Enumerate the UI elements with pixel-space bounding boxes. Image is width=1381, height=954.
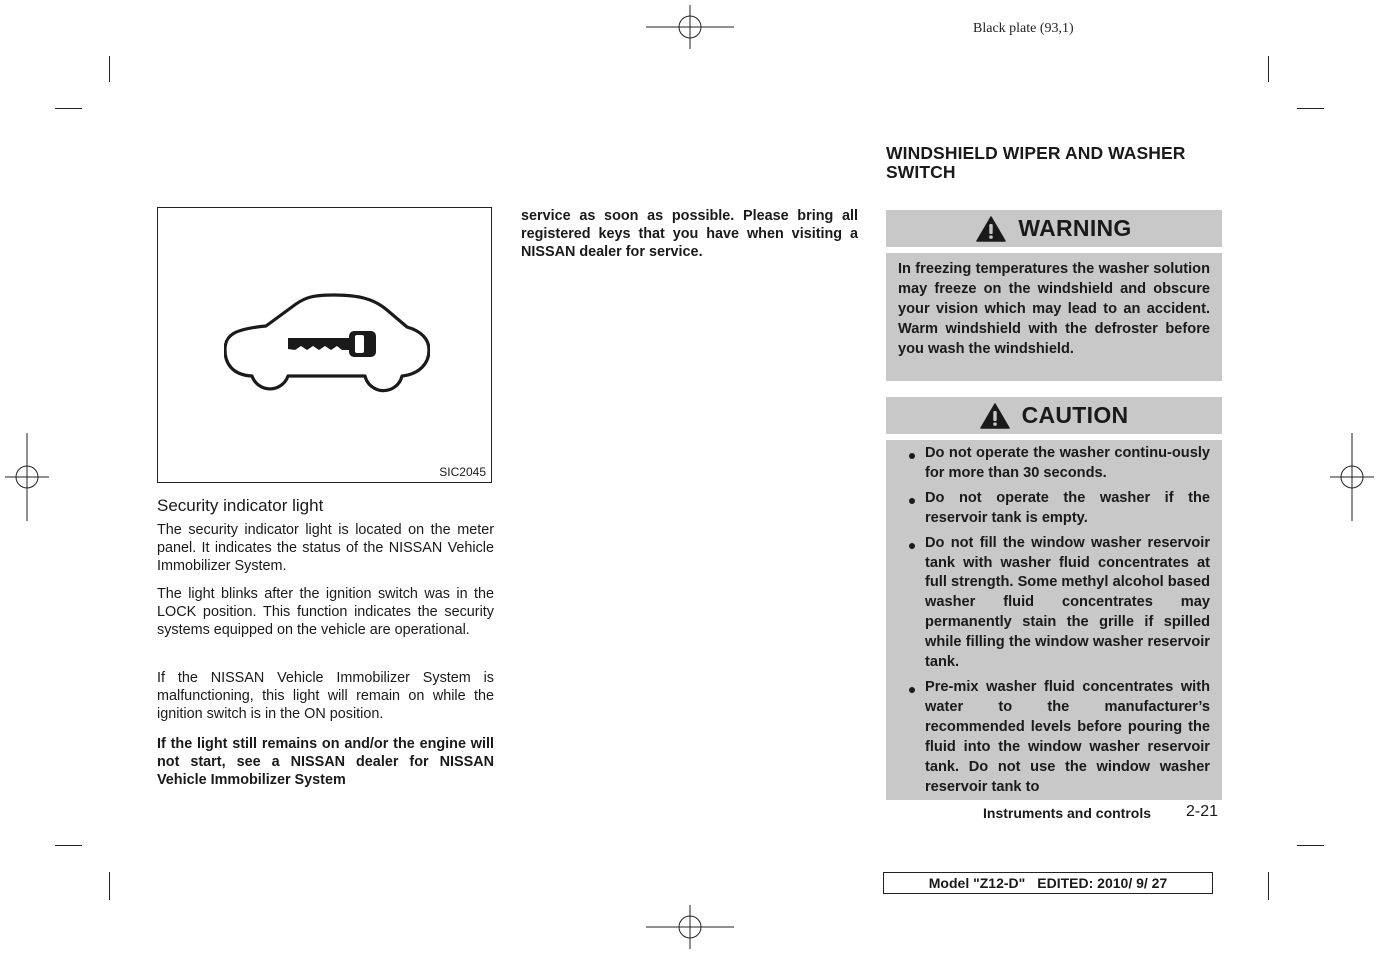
- registration-mark-left: [5, 433, 49, 521]
- page-number: 2-21: [1186, 803, 1219, 820]
- bold-paragraph-continued: service as soon as possible. Please bring all registered keys that you have when visiting a NISSAN dealer for service.: [521, 208, 858, 260]
- subheading-security-indicator: Security indicator light: [157, 496, 324, 515]
- edited-info: EDITED: 2010/ 9/ 27: [1037, 875, 1168, 891]
- paragraph: The light blinks after the ignition switch was in the LOCK position. This function indicates the security systems equipped on the vehicle are operational.: [157, 586, 494, 638]
- registration-mark-top: [646, 5, 734, 49]
- list-item: Do not operate the washer continu-ously for more than 30 seconds.: [898, 444, 1210, 484]
- bullet-icon: [909, 453, 915, 459]
- list-item: Do not operate the washer if the reservoir tank is empty.: [898, 489, 1210, 529]
- list-item: Do not fill the window washer reservoir tank with washer fluid concentrates at full strength. Some methyl alcohol based washer fluid concentrates may permanently stain the grille if spilled while filling the window washer reservoir tank.: [898, 534, 1210, 673]
- list-item: Pre-mix washer fluid concentrates with water to the manufacturer’s recommended levels before pouring the fluid into the window washer reservoir tank. Do not use the window washer reservoir tank to: [898, 678, 1210, 797]
- bullet-icon: [909, 498, 915, 504]
- registration-mark-bottom: [646, 905, 734, 949]
- warning-triangle-icon: [980, 403, 1010, 429]
- warning-triangle-icon: [976, 216, 1006, 242]
- paragraph: The security indicator light is located on the meter panel. It indicates the status of the NISSAN Vehicle Immobilizer System.: [157, 522, 494, 574]
- caution-body: [886, 440, 1222, 800]
- warning-body: [886, 253, 1222, 381]
- figure-code: SIC2045: [439, 465, 486, 479]
- warning-header: [886, 210, 1222, 247]
- model-edition-box: [883, 872, 1213, 894]
- registration-mark-right: [1330, 433, 1374, 521]
- security-indicator-figure: [157, 207, 492, 483]
- car-key-icon: [224, 293, 430, 393]
- warning-text: In freezing temperatures the washer solution may freeze on the windshield and obscure your vision which may lead to an accident. Warm windshield with the defroster before you wash the windshield.: [898, 261, 1210, 357]
- paragraph: If the NISSAN Vehicle Immobilizer System is malfunctioning, this light will remain on while the ignition switch is in the ON position.: [157, 670, 494, 722]
- section-heading: WINDSHIELD WIPER AND WASHER SWITCH: [886, 143, 1186, 182]
- caution-label: CAUTION: [1021, 402, 1129, 428]
- model-info: Model "Z12-D": [928, 875, 1026, 891]
- footer-section-name: Instruments and controls: [983, 805, 1152, 821]
- caution-list: [886, 440, 1222, 797]
- warning-label: WARNING: [1018, 215, 1132, 241]
- bold-paragraph: If the light still remains on and/or the engine will not start, see a NISSAN dealer for NISSAN Vehicle Immobilizer System: [157, 736, 494, 788]
- plate-label: Black plate (93,1): [973, 21, 1074, 36]
- bullet-icon: [909, 687, 915, 693]
- caution-header: [886, 397, 1222, 434]
- bullet-icon: [909, 543, 915, 549]
